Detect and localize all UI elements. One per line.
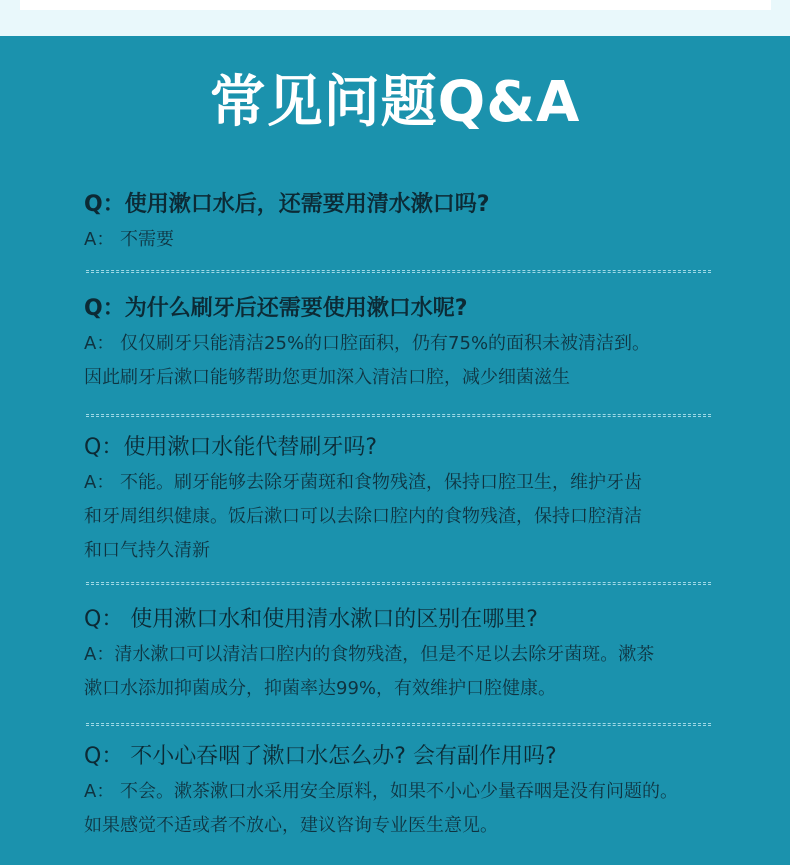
faq-item	[84, 190, 724, 257]
faq-answer-line: 漱口水添加抑菌成分，抑菌率达99%，有效维护口腔健康。	[84, 678, 557, 699]
divider	[86, 582, 711, 585]
faq-answer-line: A： 不能。刷牙能够去除牙菌斑和食物残渣，保持口腔卫生，维护牙齿	[84, 472, 643, 493]
faq-item	[84, 605, 724, 706]
faq-answer	[84, 327, 724, 395]
divider	[86, 414, 711, 417]
faq-answer	[84, 775, 724, 843]
faq-answer-line: 和牙周组织健康。饭后漱口可以去除口腔内的食物残渣，保持口腔清洁	[84, 506, 642, 527]
faq-answer	[84, 223, 724, 257]
faq-question: Q： 不小心吞咽了漱口水怎么办? 会有副作用吗?	[84, 744, 557, 769]
faq-answer	[84, 638, 724, 706]
faq-item	[84, 433, 724, 568]
faq-answer	[84, 466, 724, 568]
faq-answer-line: A： 仅仅刷牙只能清洁25%的口腔面积，仍有75%的面积未被清洁到。	[84, 333, 651, 354]
faq-item	[84, 294, 724, 395]
faq-answer-line: 和口气持久清新	[84, 540, 210, 561]
faq-answer-line: 如果感觉不适或者不放心，建议咨询专业医生意见。	[84, 815, 498, 836]
top-band	[0, 0, 790, 36]
divider	[86, 270, 711, 273]
page-title: 常见问题Q&A	[209, 70, 581, 135]
faq-question: Q：使用漱口水能代替刷牙吗?	[84, 435, 377, 460]
faq-question: Q：为什么刷牙后还需要使用漱口水呢?	[84, 296, 468, 321]
faq-question: Q： 使用漱口水和使用清水漱口的区别在哪里?	[84, 607, 538, 632]
faq-answer-line: A： 不需要	[84, 229, 175, 250]
faq-answer-line: A： 不会。漱茶漱口水采用安全原料，如果不小心少量吞咽是没有问题的。	[84, 781, 679, 802]
top-card	[20, 0, 771, 10]
faq-question: Q：使用漱口水后，还需要用清水漱口吗?	[84, 192, 490, 217]
divider	[86, 723, 711, 726]
faq-answer-line: 因此刷牙后漱口能够帮助您更加深入清洁口腔，减少细菌滋生	[84, 367, 570, 388]
faq-item	[84, 742, 724, 843]
faq-answer-line: A：清水漱口可以清洁口腔内的食物残渣，但是不足以去除牙菌斑。漱茶	[84, 644, 655, 665]
